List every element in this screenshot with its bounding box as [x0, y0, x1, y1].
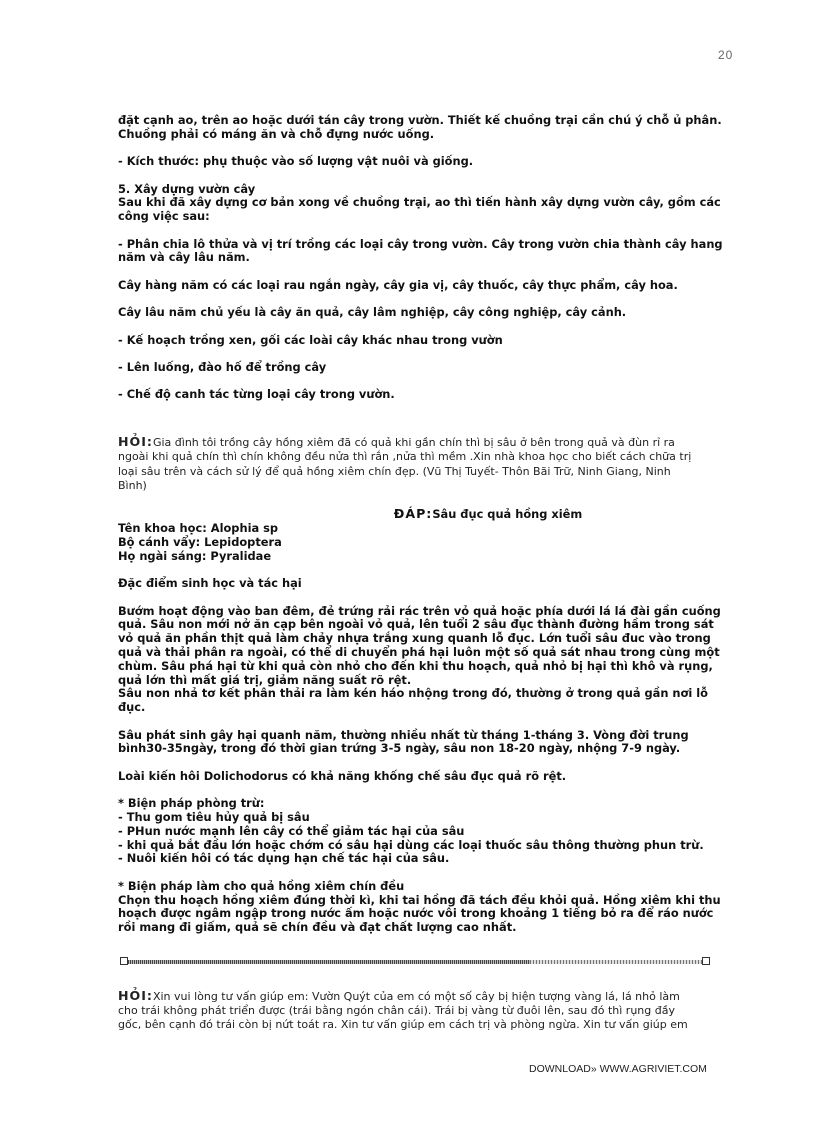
control-list — [118, 797, 738, 866]
divider-bar-light — [530, 960, 702, 964]
paragraph-barn — [118, 114, 738, 142]
question-label: HỎI: — [118, 434, 153, 450]
question-line: Bình) — [118, 478, 147, 492]
question-2 — [118, 989, 738, 1033]
list-heading: * Biện pháp làm cho quả hồng xiêm chín đều — [118, 878, 405, 893]
taxonomy-line: Họ ngài sáng: Pyralidae — [118, 548, 272, 563]
text-line: vỏ quả ăn phần thịt quả làm chảy nhựa trắng xung quanh lỗ đục. Lớn tuổi sâu đuc vào trong — [118, 631, 711, 646]
section-garden — [118, 183, 738, 224]
text-line: hoạch được ngâm ngập trong nước ấm hoặc nước vôi trong khoảng 1 tiếng bỏ ra để ráo nước — [118, 906, 714, 921]
answer-heading — [118, 507, 738, 522]
question-line — [118, 435, 738, 450]
list-heading: * Biện pháp phòng trừ: — [118, 796, 265, 811]
text-line: Bướm hoạt động vào ban đêm, đẻ trứng rải rác trên vỏ quả hoặc phía dưới lá lá đài gần cuống — [118, 603, 721, 618]
paragraph-intercrop: - Kế hoạch trồng xen, gối các loài cây khác nhau trong vườn — [118, 332, 503, 347]
divider-cap-right — [702, 957, 710, 965]
lifecycle-paragraph — [118, 729, 738, 757]
paragraph-perennial: Cây lâu năm chủ yếu là cây ăn quả, cây lâm nghiệp, cây công nghiệp, cây cảnh. — [118, 305, 627, 320]
ant-paragraph: Loài kiến hôi Dolichodorus có khả năng khống chế sâu đục quả rõ rệt. — [118, 768, 567, 783]
answer-title: Sâu đục quả hồng xiêm — [432, 506, 583, 521]
taxonomy-line: Tên khoa học: Alophia sp — [118, 521, 279, 536]
text-line: Chọn thu hoạch hồng xiêm đúng thời kì, khi tai hồng đã tách đều khỏi quả. Hồng xiêm khi thu — [118, 892, 721, 907]
section-divider — [120, 957, 710, 967]
question-1 — [118, 435, 738, 493]
list-item: - PHun nước mạnh lên cây có thể giảm tác hại của sâu — [118, 823, 465, 838]
paragraph-regime: - Chế độ canh tác từng loại cây trong vườn. — [118, 387, 395, 402]
divider-cap-left — [120, 957, 128, 965]
question-line: loại sâu trên và cách sử lý để quả hồng xiêm chín đẹp. (Vũ Thị Tuyết- Thôn Bãi Trữ, Ninh Giang, Ninh — [118, 464, 671, 478]
list-item: - khi quả bắt đầu lớn hoặc chớm có sâu hại dùng các loại thuốc sâu thông thường phun trừ. — [118, 837, 704, 852]
text-line: bình30-35ngày, trong đó thời gian trứng 3-5 ngày, sâu non 18-20 ngày, nhộng 7-9 ngày. — [118, 741, 681, 756]
question-label: HỎI: — [118, 988, 153, 1003]
text-line: quả và thải phân ra ngoài, có thể di chuyển phá hại luôn một số quả sát nhau trong cùng một — [118, 645, 720, 660]
article-body — [118, 114, 738, 1033]
text-line: chùm. Sâu phá hại từ khi quả còn nhỏ cho đến khi thu hoạch, quả nhỏ bị hại thì khô và rụng, — [118, 658, 713, 673]
question-line: cho trái không phát triển được (trái bằng ngón chân cái). Trái bị vàng từ đuôi lên, sau đó thì rụng đầy — [118, 1004, 675, 1018]
text-line: công việc sau: — [118, 209, 210, 224]
paragraph-annual: Cây hàng năm có các loại rau ngắn ngày, cây gia vị, cây thuốc, cây thực phẩm, cây hoa. — [118, 277, 678, 292]
ripening-paragraph — [118, 880, 738, 935]
paragraph-beds: - Lên luống, đào hố để trồng cây — [118, 359, 327, 374]
text-line: đục. — [118, 700, 146, 715]
text-line: Sâu phát sinh gây hại quanh năm, thường nhiều nhất từ tháng 1-tháng 3. Vòng đời trung — [118, 727, 689, 742]
answer-label: ĐÁP: — [393, 505, 433, 521]
list-item: - Nuôi kiến hôi có tác dụng hạn chế tác hại của sâu. — [118, 851, 450, 866]
question-line: gốc, bên cạnh đó trái còn bị nứt toát ra. Xin tư vấn giúp em cách trị và phòng ngừa. Xin tư vấn giúp em — [118, 1018, 688, 1032]
text-line: - Phân chia lô thửa và vị trí trồng các loại cây trong vườn. Cây trong vườn chia thành cây hang — [118, 236, 723, 251]
footer-download-link[interactable]: DOWNLOAD» WWW.AGRIVIET.COM — [529, 1063, 707, 1075]
paragraph-plots — [118, 238, 738, 266]
section-heading: 5. Xây dựng vườn cây — [118, 181, 256, 196]
taxonomy-line: Bộ cánh vẩy: Lepidoptera — [118, 535, 282, 550]
text-line: Chuồng phải có máng ăn và chỗ đựng nước uống. — [118, 126, 435, 141]
text-line: năm và cây lâu năm. — [118, 250, 250, 265]
page-number: 20 — [718, 48, 734, 62]
paragraph-size: - Kích thước: phụ thuộc vào số lượng vật nuôi và giống. — [118, 154, 474, 169]
text-line: đặt cạnh ao, trên ao hoặc dưới tán cây trong vườn. Thiết kế chuồng trại cần chú ý chỗ ủ phân. — [118, 113, 722, 127]
text-line: Sâu non nhả tơ kết phân thải ra làm kén háo nhộng trong đó, thường ở trong quả gần nơi lỗ — [118, 686, 708, 701]
text-line: quả. Sâu non mới nở ăn cạp bên ngoài vỏ quả, lên tuổi 2 sâu đục thành đường hầm trong sát — [118, 617, 714, 632]
list-item: - Thu gom tiêu hủy quả bị sâu — [118, 810, 310, 825]
taxonomy — [118, 522, 738, 563]
text-line: rồi mang đi giấm, quả sẽ chín đều và đạt chất lượng cao nhất. — [118, 920, 517, 935]
question-text: Xin vui lòng tư vấn giúp em: Vườn Quýt của em có một số cây bị hiện tượng vàng lá, lá nhỏ làm — [152, 990, 680, 1003]
question-line — [118, 989, 738, 1004]
biology-heading: Đặc điểm sinh học và tác hại — [118, 576, 302, 591]
question-line: ngoài khi quả chín thì chín không đều nửa thì rắn ,nửa thì mềm .Xin nhà khoa học cho biết cách chữa trị — [118, 450, 692, 464]
biology-paragraph — [118, 605, 738, 715]
text-line: Sau khi đã xây dựng cơ bản xong về chuồng trại, ao thì tiến hành xây dựng vườn cây, gồm các — [118, 195, 721, 210]
question-text: Gia đình tôi trồng cây hồng xiêm đã có quả khi gần chín thì bị sâu ở bên trong quả và đùn rỉ ra — [152, 436, 675, 450]
text-line: quả lớn thì mất giá trị, giảm năng suất rõ rệt. — [118, 672, 412, 687]
